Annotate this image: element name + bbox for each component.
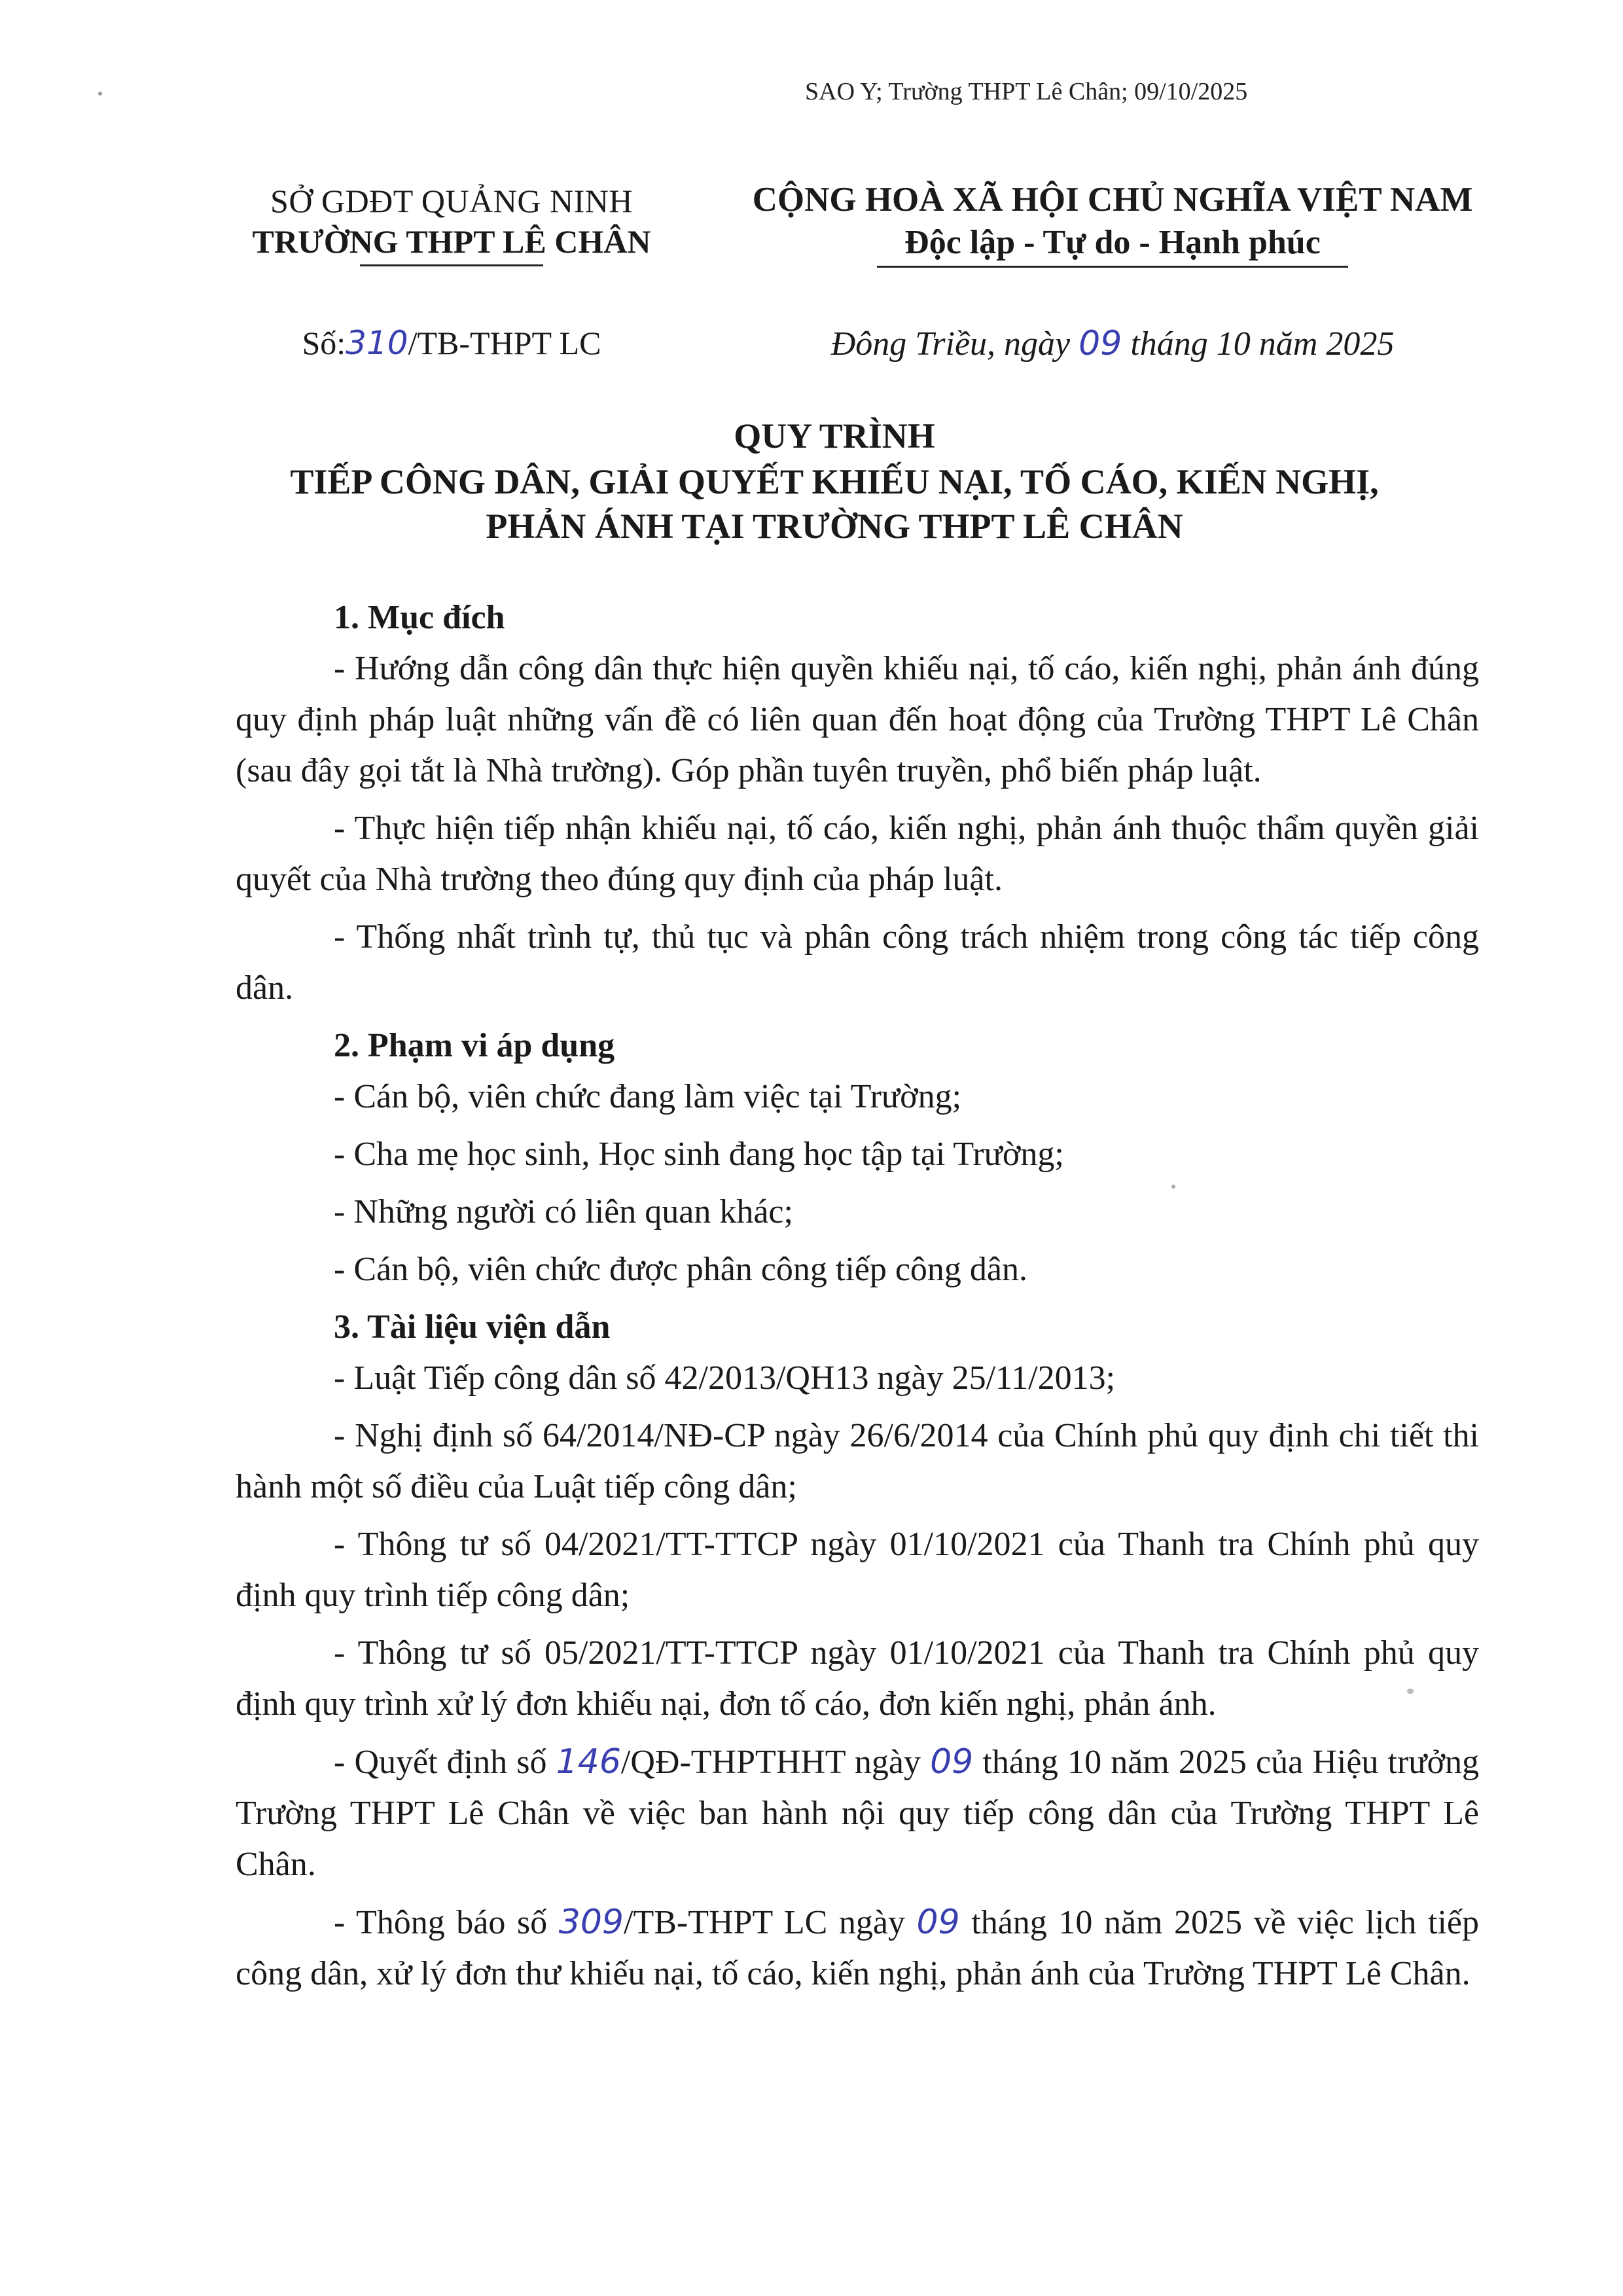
ref-6-handwritten-number: 309: [558, 1903, 624, 1942]
section-3-ref-5: [236, 1736, 1479, 1890]
ref-6-text-b: /TB-THPT LC ngày: [624, 1904, 917, 1941]
scan-speck: [98, 92, 102, 96]
section-3-ref-4: - Thông tư số 05/2021/TT-TTCP ngày 01/10/2021 của Thanh tra Chính phủ quy định quy trình xử lý đơn khiếu nại, đơn tố cáo, đơn kiến nghị, phản ánh.: [236, 1634, 1479, 1723]
agency-name: SỞ GDĐT QUẢNG NINH: [270, 183, 633, 219]
document-date: [707, 324, 1518, 363]
title-line-1: QUY TRÌNH: [734, 416, 935, 456]
document-title: [196, 416, 1472, 547]
ref-5-handwritten-number: 146: [556, 1742, 621, 1782]
date-prefix: Đông Triều, ngày: [830, 325, 1079, 363]
ref-6-handwritten-day: 09: [916, 1903, 960, 1942]
section-3-ref-6: [236, 1897, 1479, 2000]
section-1-para-3: - Thống nhất trình tự, thủ tục và phân công trách nhiệm trong công tác tiếp công dân.: [236, 918, 1479, 1007]
section-2-item-2: - Cha mẹ học sinh, Học sinh đang học tập tại Trường;: [334, 1136, 1064, 1173]
date-suffix: tháng 10 năm 2025: [1122, 325, 1395, 363]
doc-number-suffix: /TB-THPT LC: [408, 325, 601, 361]
date-day-handwritten: 09: [1079, 324, 1122, 363]
section-2-item-4: - Cán bộ, viên chức được phân công tiếp công dân.: [334, 1251, 1028, 1288]
ref-5-handwritten-day: 09: [930, 1742, 974, 1782]
issuing-agency-block: [196, 182, 707, 266]
section-1-para-2: - Thực hiện tiếp nhận khiếu nại, tố cáo, kiến nghị, phản ánh thuộc thẩm quyền giải quyết của Nhà trường theo đúng quy định của pháp luật.: [236, 810, 1479, 898]
section-1-heading: 1. Mục đích: [334, 599, 505, 636]
section-2-item-3: - Những người có liên quan khác;: [334, 1193, 793, 1230]
ref-5-text-a: - Quyết định số: [334, 1744, 556, 1781]
ref-5-text-c: tháng 10 năm 2025 của Hiệu trưởng Trường THPT Lê Chân về việc ban hành nội quy tiếp công dân của Trường THPT Lê Chân.: [236, 1744, 1479, 1883]
scan-speck: [1407, 1689, 1414, 1694]
school-underline: [360, 264, 543, 266]
motto-underline: [877, 266, 1348, 268]
document-number: [196, 324, 707, 362]
doc-number-handwritten: 310: [346, 324, 408, 362]
section-3-heading: 3. Tài liệu viện dẫn: [334, 1308, 611, 1346]
section-3-ref-3: - Thông tư số 04/2021/TT-TTCP ngày 01/10/2021 của Thanh tra Chính phủ quy định quy trình tiếp công dân;: [236, 1526, 1479, 1614]
section-1-para-1: - Hướng dẫn công dân thực hiện quyền khiếu nại, tố cáo, kiến nghị, phản ánh đúng quy định pháp luật những vấn đề có liên quan đến hoạt động của Trường THPT Lê Chân (sau đây gọi tắt là Nhà trường). Góp phần tuyên truyền, phổ biến pháp luật.: [236, 650, 1479, 789]
ref-5-text-b: /QĐ-THPTHHT ngày: [620, 1744, 931, 1781]
school-name: TRƯỜNG THPT LÊ CHÂN: [252, 223, 651, 260]
section-3-ref-1: - Luật Tiếp công dân số 42/2013/QH13 ngày 25/11/2013;: [334, 1359, 1116, 1397]
doc-number-prefix: Số:: [302, 325, 346, 361]
title-line-2: TIẾP CÔNG DÂN, GIẢI QUYẾT KHIẾU NẠI, TỐ CÁO, KIẾN NGHỊ,: [290, 462, 1379, 501]
scan-speck: [1171, 1185, 1175, 1189]
section-3-ref-2: - Nghị định số 64/2014/NĐ-CP ngày 26/6/2014 của Chính phủ quy định chi tiết thi hành một số điều của Luật tiếp công dân;: [236, 1417, 1479, 1505]
section-2-item-1: - Cán bộ, viên chức đang làm việc tại Trường;: [334, 1078, 962, 1115]
title-line-3: PHẢN ÁNH TẠI TRƯỜNG THPT LÊ CHÂN: [486, 507, 1183, 546]
copy-stamp: SAO Y; Trường THPT Lê Chân; 09/10/2025: [805, 78, 1248, 105]
document-body: [236, 592, 1479, 2006]
section-2-heading: 2. Phạm vi áp dụng: [334, 1027, 615, 1064]
nation-name: CỘNG HOÀ XÃ HỘI CHỦ NGHĨA VIỆT NAM: [752, 181, 1473, 219]
national-motto: Độc lập - Tự do - Hạnh phúc: [904, 224, 1321, 261]
national-header-block: [707, 180, 1518, 268]
ref-6-text-c: tháng 10 năm 2025 về việc lịch tiếp công dân, xử lý đơn thư khiếu nại, tố cáo, kiến nghị, phản ánh của Trường THPT Lê Chân.: [236, 1904, 1479, 1992]
ref-6-text-a: - Thông báo số: [334, 1904, 559, 1941]
